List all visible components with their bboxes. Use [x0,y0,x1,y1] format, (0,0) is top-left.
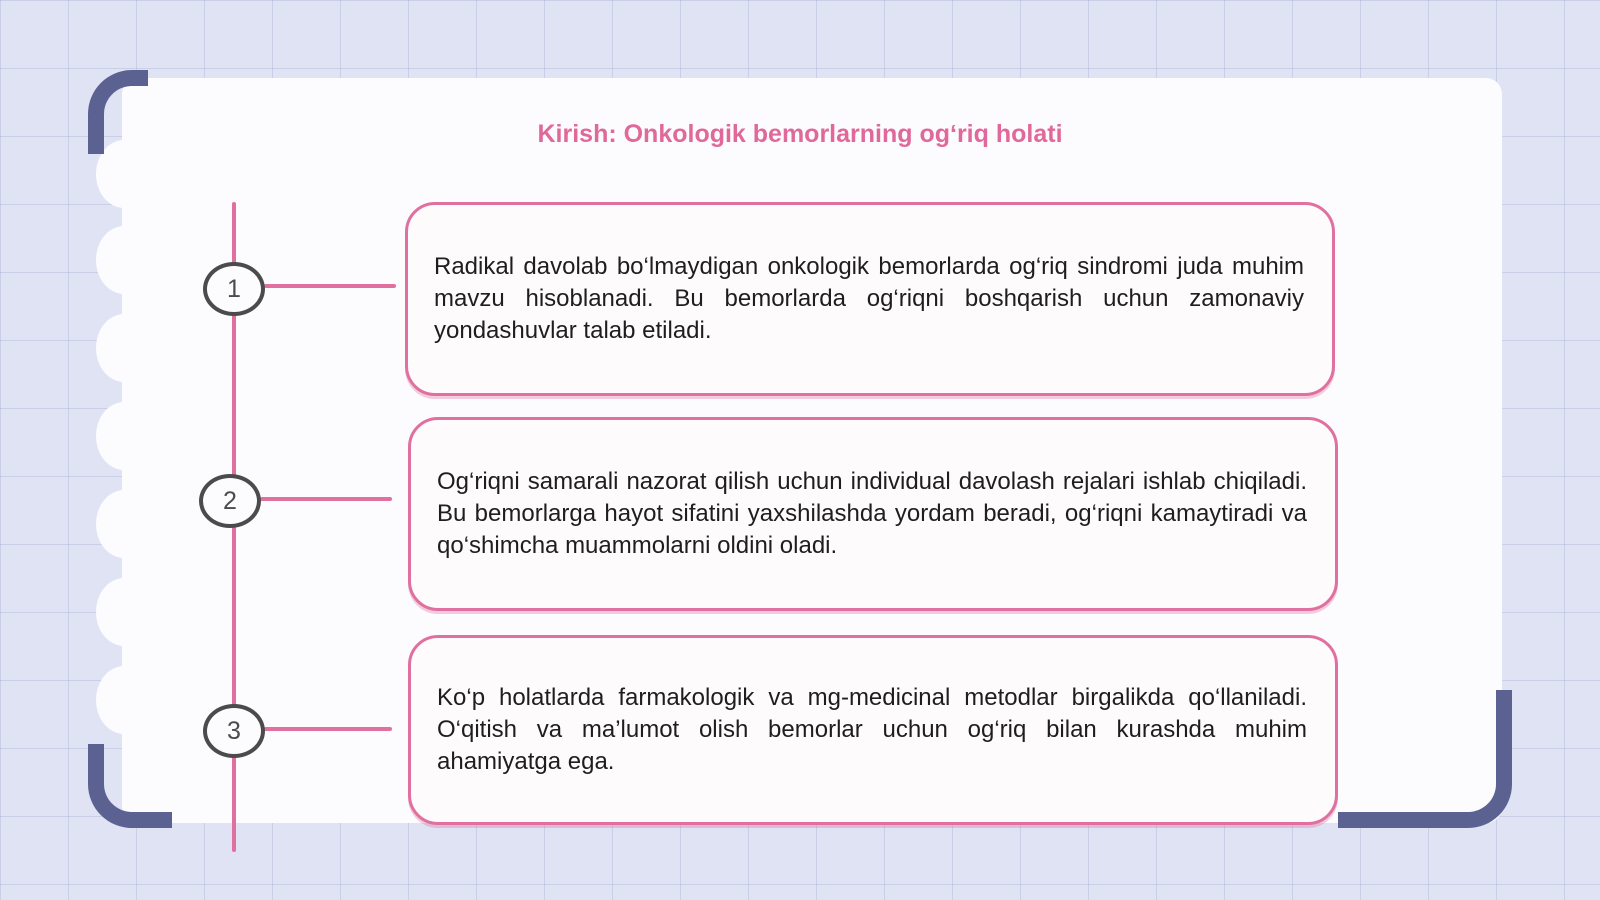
step-connector-2 [260,497,392,501]
step-circle-3 [203,704,265,758]
step-card-3 [408,635,1338,825]
paper-scallop [96,402,152,470]
step-circle-2 [199,474,261,528]
paper-scallop [96,490,152,558]
step-circle-1 [203,262,265,316]
paper-scallop [96,226,152,294]
paper-scallop [96,666,152,734]
step-card-2 [408,417,1338,611]
slide-title: Kirish: Onkologik bemorlarning ogʻriq holati [537,120,1063,148]
paper-scallop [96,314,152,382]
step-text: Og‘riqni samarali nazorat qilish uchun individual davolash rejalari ishlab chiqiladi. Bu bemorlarga hayot sifatini yaxshilashda yordam beradi, og‘riqni kamaytiradi va qo‘shimcha muammolarni oldini oladi. [437,468,1307,559]
frame-corner-bottom-left [88,744,172,828]
step-text: Radikal davolab bo‘lmaydigan onkologik bemorlarda og‘riq sindromi juda muhim mavzu hisoblanadi. Bu bemorlarda og‘riqni boshqarish uchun zamonaviy yondashuvlar talab etiladi. [434,253,1304,344]
step-number: 2 [223,486,237,515]
step-text: Ko‘p holatlarda farmakologik va mg-medicinal metodlar birgalikda qo‘llaniladi. O‘qitish va ma’lumot olish bemorlar uchun og‘riq bilan kurashda muhim ahamiyatga ega. [437,684,1307,775]
step-card-1 [405,202,1335,396]
paper-scallop [96,578,152,646]
step-number: 3 [227,716,241,745]
step-connector-3 [264,727,392,731]
step-connector-1 [264,284,396,288]
frame-corner-bottom-right [1338,690,1512,828]
step-number: 1 [227,274,241,303]
